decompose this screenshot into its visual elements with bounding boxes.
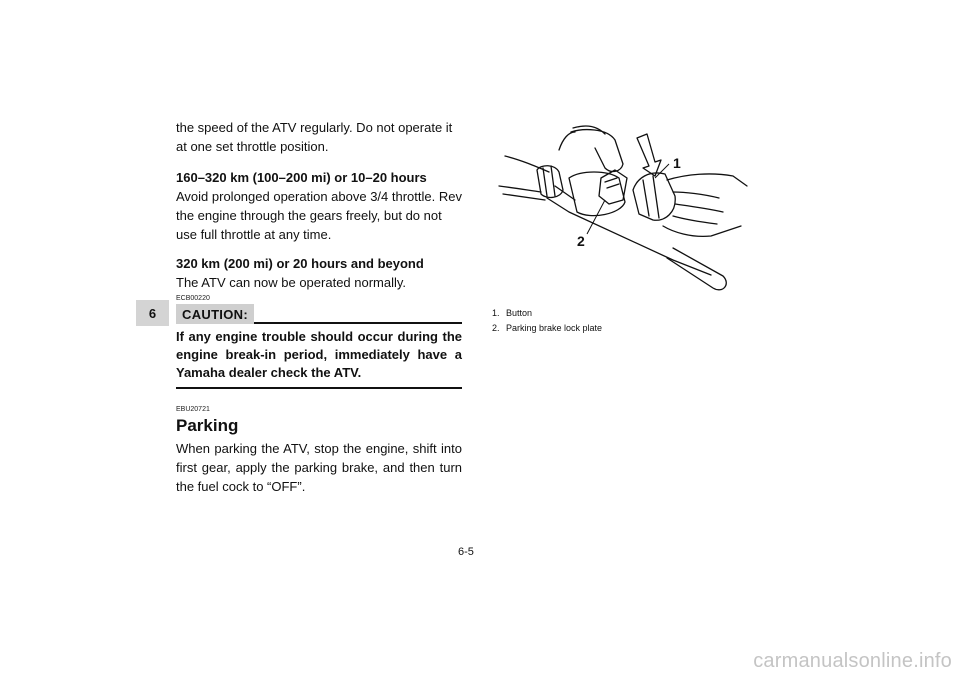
legend-number: 1. xyxy=(492,308,500,318)
right-hand xyxy=(667,174,747,186)
legend-item xyxy=(492,321,602,336)
callout-2: 2 xyxy=(577,233,585,249)
left-column xyxy=(176,118,462,496)
caution-text: If any engine trouble should occur during the engine break-in period, immediately have a Yamaha dealer check the ATV. xyxy=(176,328,462,389)
stage-3-heading: 320 km (200 mi) or 20 hours and beyond xyxy=(176,256,424,271)
break-in-stage-3 xyxy=(176,254,462,292)
watermark[interactable]: carmanualsonline.info xyxy=(753,650,952,672)
legend-item xyxy=(492,306,602,321)
parking-text: When parking the ATV, stop the engine, shift into first gear, apply the parking brake, and then turn the fuel cock to “OFF”. xyxy=(176,441,462,494)
intro-paragraph: the speed of the ATV regularly. Do not operate it at one set throttle position. xyxy=(176,120,453,154)
figure-legend xyxy=(492,306,602,336)
parking-brake-illustration xyxy=(497,120,753,300)
section-title: Parking xyxy=(176,416,239,435)
legend-label: Parking brake lock plate xyxy=(506,323,603,333)
page-number: 6-5 xyxy=(458,546,474,558)
thumb xyxy=(571,130,623,172)
caution-header xyxy=(176,304,462,324)
handlebar xyxy=(547,198,711,275)
caution-code: ECB00220 xyxy=(176,295,210,302)
stage-3-text: The ATV can now be operated normally. xyxy=(176,275,407,290)
section-code: EBU20721 xyxy=(176,406,210,413)
caution-label: CAUTION: xyxy=(176,304,254,324)
legend-label: Button xyxy=(506,308,533,318)
leader-2 xyxy=(587,200,605,234)
arrow-shape xyxy=(637,134,661,176)
lever-pivot xyxy=(537,166,563,198)
stage-2-heading: 160–320 km (100–200 mi) or 10–20 hours xyxy=(176,170,427,185)
legend-number: 2. xyxy=(492,323,500,333)
break-in-stage-2 xyxy=(176,168,462,244)
brake-cable xyxy=(505,156,549,172)
stage-2-text: Avoid prolonged operation above 3/4 throttle. Rev the engine through the gears freely, but do not use full throttle at any time. xyxy=(176,189,462,242)
callout-1: 1 xyxy=(673,155,681,171)
chapter-tab: 6 xyxy=(136,300,169,326)
caution-rule xyxy=(254,322,462,324)
